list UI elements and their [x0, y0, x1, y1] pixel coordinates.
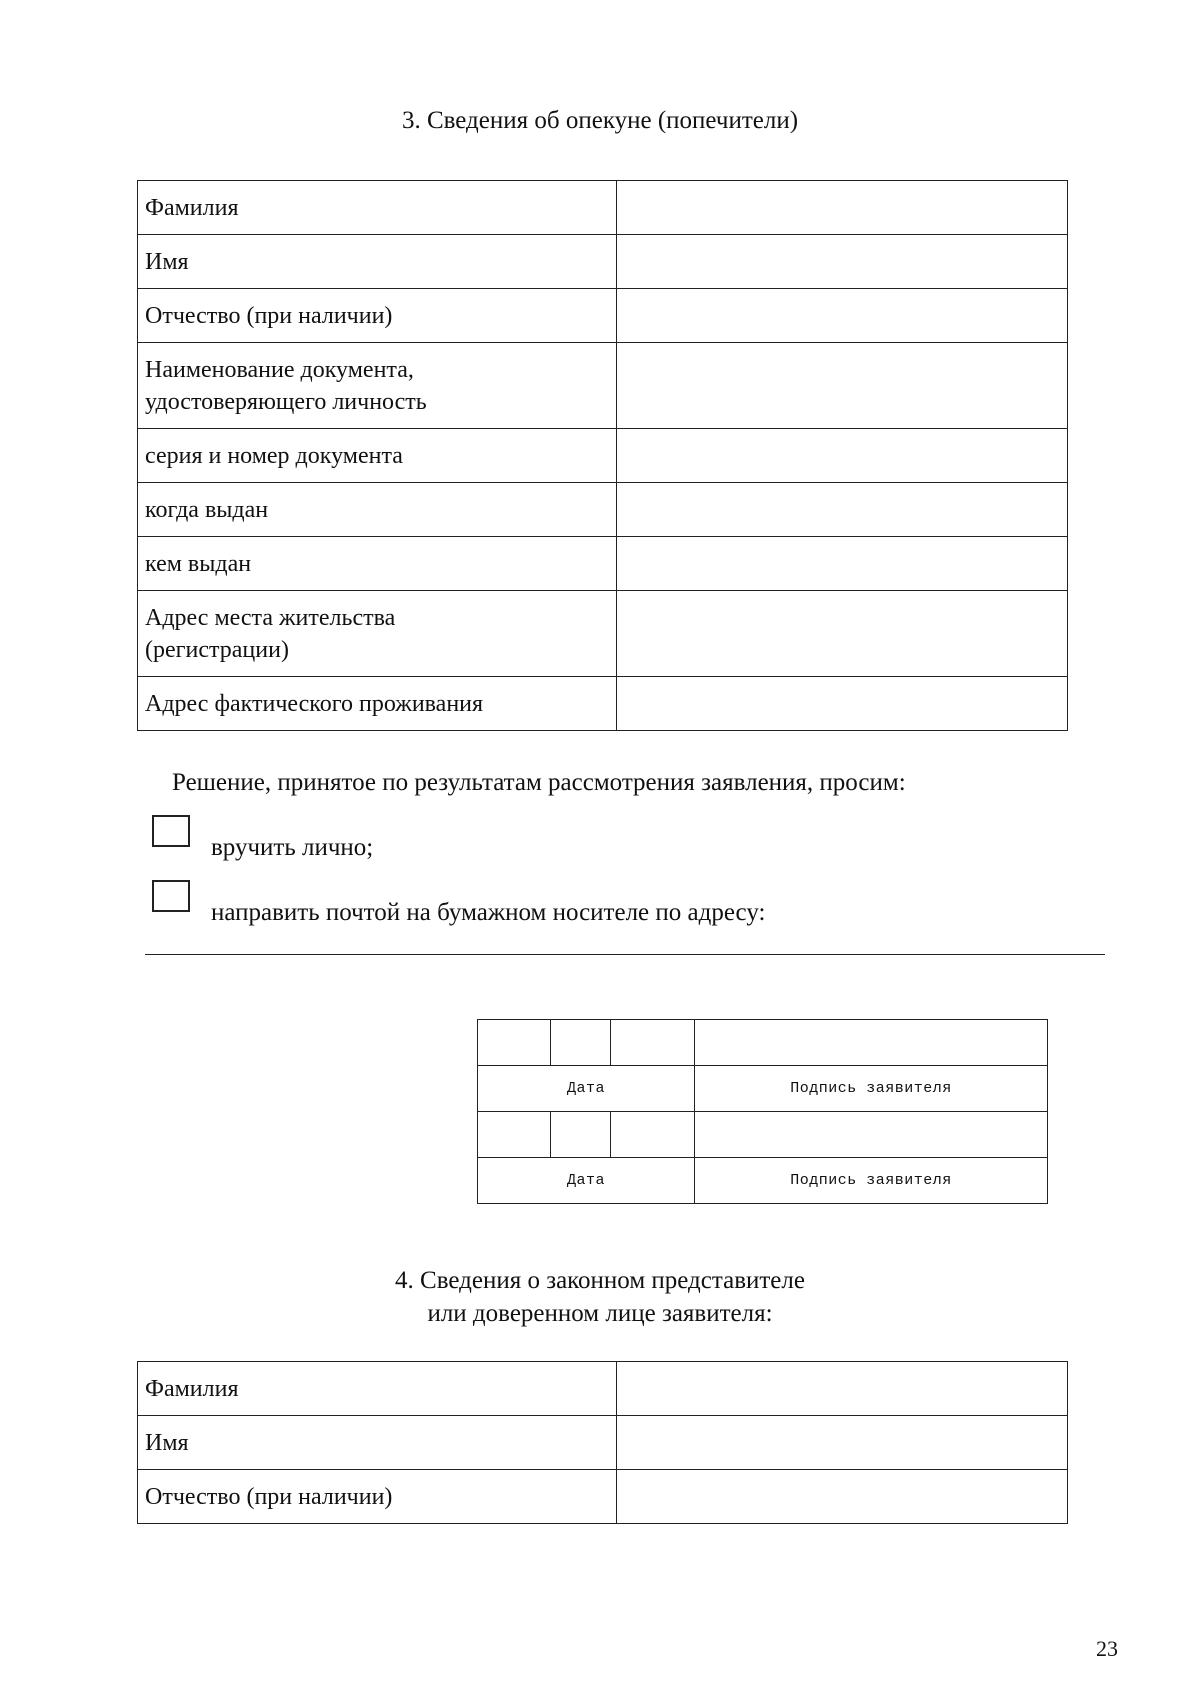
date-year-cell-2[interactable] — [611, 1112, 695, 1158]
decision-prompt: Решение, принятое по результатам рассмотрения заявления, просим: — [172, 769, 906, 796]
table-row — [138, 483, 1068, 537]
guardian-info-table — [137, 180, 1068, 731]
date-day-cell-1[interactable] — [478, 1020, 551, 1066]
send-by-mail-checkbox[interactable] — [152, 880, 190, 912]
rep-row-label-patronymic: Отчество (при наличии) — [138, 1470, 617, 1524]
row-label-doc-series-number: серия и номер документа — [138, 429, 617, 483]
page-number: 23 — [1096, 1636, 1118, 1661]
rep-row-label-name: Имя — [138, 1416, 617, 1470]
rep-row-label-surname: Фамилия — [138, 1362, 617, 1416]
table-row — [138, 235, 1068, 289]
signature-cell-2[interactable] — [695, 1112, 1048, 1158]
row-label-id-document: Наименование документа, удостоверяющего личность — [138, 343, 617, 429]
date-year-cell-1[interactable] — [611, 1020, 695, 1066]
date-day-cell-2[interactable] — [478, 1112, 551, 1158]
send-by-mail-label: направить почтой на бумажном носителе по адресу: — [211, 899, 766, 926]
name-field[interactable] — [617, 235, 1068, 289]
date-caption-2: Дата — [478, 1158, 695, 1204]
table-row — [478, 1066, 1048, 1112]
representative-info-table — [137, 1361, 1068, 1524]
table-row — [138, 289, 1068, 343]
issued-by-field[interactable] — [617, 537, 1068, 591]
row-label-issued-by: кем выдан — [138, 537, 617, 591]
rep-name-field[interactable] — [617, 1416, 1068, 1470]
mail-address-line[interactable] — [145, 954, 1105, 955]
table-row — [138, 591, 1068, 677]
signature-cell-1[interactable] — [695, 1020, 1048, 1066]
date-caption-1: Дата — [478, 1066, 695, 1112]
surname-field[interactable] — [617, 181, 1068, 235]
rep-surname-field[interactable] — [617, 1362, 1068, 1416]
row-label-name: Имя — [138, 235, 617, 289]
table-row — [138, 1470, 1068, 1524]
table-row — [138, 1416, 1068, 1470]
row-label-issue-date: когда выдан — [138, 483, 617, 537]
table-row — [478, 1112, 1048, 1158]
section4-title-line2: или доверенном лице заявителя: — [427, 1300, 773, 1327]
patronymic-field[interactable] — [617, 289, 1068, 343]
table-row — [138, 181, 1068, 235]
signature-date-block — [477, 1019, 1048, 1204]
row-label-patronymic: Отчество (при наличии) — [138, 289, 617, 343]
rep-patronymic-field[interactable] — [617, 1470, 1068, 1524]
issue-date-field[interactable] — [617, 483, 1068, 537]
signature-caption-1: Подпись заявителя — [695, 1066, 1048, 1112]
deliver-in-person-label: вручить лично; — [211, 834, 374, 861]
table-row — [138, 429, 1068, 483]
table-row — [478, 1020, 1048, 1066]
row-label-surname: Фамилия — [138, 181, 617, 235]
table-row — [138, 1362, 1068, 1416]
doc-series-number-field[interactable] — [617, 429, 1068, 483]
table-row — [478, 1158, 1048, 1204]
date-month-cell-2[interactable] — [551, 1112, 611, 1158]
row-label-actual-address: Адрес фактического проживания — [138, 677, 617, 731]
deliver-in-person-checkbox[interactable] — [152, 815, 190, 847]
actual-address-field[interactable] — [617, 677, 1068, 731]
registration-address-field[interactable] — [617, 591, 1068, 677]
section4-title-line1: 4. Сведения о законном представителе — [395, 1267, 805, 1294]
table-row — [138, 677, 1068, 731]
date-month-cell-1[interactable] — [551, 1020, 611, 1066]
section3-title: 3. Сведения об опекуне (попечители) — [401, 107, 799, 134]
id-document-field[interactable] — [617, 343, 1068, 429]
table-row — [138, 343, 1068, 429]
signature-caption-2: Подпись заявителя — [695, 1158, 1048, 1204]
table-row — [138, 537, 1068, 591]
row-label-registration-address: Адрес места жительства (регистрации) — [138, 591, 617, 677]
